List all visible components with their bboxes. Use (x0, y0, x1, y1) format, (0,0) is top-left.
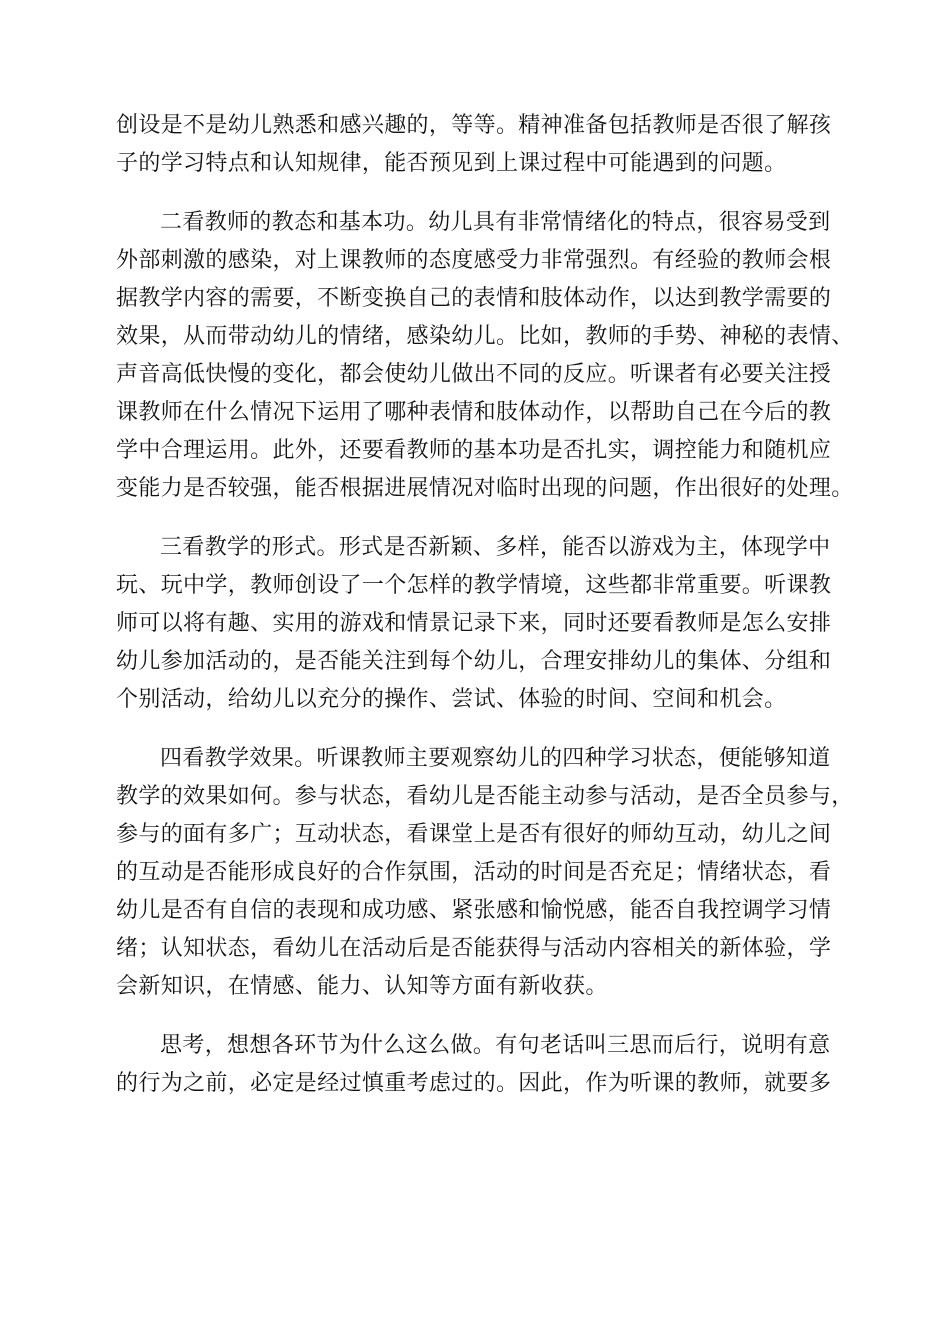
text-line: 幼儿是否有自信的表现和成功感、紧张感和愉悦感，能否自我控调学习情 (116, 898, 832, 923)
document-body (116, 107, 854, 1124)
text-line: 个别活动，给幼儿以充分的操作、尝试、体验的时间、空间和机会。 (116, 687, 787, 712)
paragraph-reflection (116, 1027, 842, 1103)
text-line: 据教学内容的需要，不断变换自己的表情和肢体动作，以达到教学需要的 (116, 286, 832, 311)
text-line: 三看教学的形式。形式是否新颖、多样，能否以游戏为主，体现学中 (160, 535, 831, 560)
text-line: 会新知识，在情感、能力、认知等方面有新收获。 (116, 974, 608, 999)
text-line: 学中合理运用。此外，还要看教师的基本功是否扎实，调控能力和随机应 (116, 438, 832, 463)
text-line: 的行为之前，必定是经过慎重考虑过的。因此，作为听课的教师，就要多 (116, 1071, 832, 1096)
paragraph-teacher-manner (116, 204, 854, 508)
text-line: 玩、玩中学，教师创设了一个怎样的教学情境，这些都非常重要。听课教 (116, 573, 832, 598)
text-line: 四看教学效果。听课教师主要观察幼儿的四种学习状态，便能够知道 (160, 746, 831, 771)
text-line: 子的学习特点和认知规律，能否预见到上课过程中可能遇到的问题。 (116, 151, 787, 176)
text-line: 变能力是否较强，能否根据进展情况对临时出现的问题，作出很好的处理。 (116, 476, 854, 501)
text-line: 绪；认知状态，看幼儿在活动后是否能获得与活动内容相关的新体验，学 (116, 936, 832, 961)
paragraph-preparation-continued (116, 107, 842, 183)
text-line: 效果，从而带动幼儿的情绪，感染幼儿。比如，教师的手势、神秘的表情、 (116, 324, 854, 349)
text-line: 创设是不是幼儿熟悉和感兴趣的，等等。精神准备包括教师是否很了解孩 (116, 113, 832, 138)
text-line: 课教师在什么情况下运用了哪种表情和肢体动作，以帮助自己在今后的教 (116, 400, 832, 425)
text-line: 教学的效果如何。参与状态，看幼儿是否能主动参与活动，是否全员参与， (116, 784, 854, 809)
text-line: 的互动是否能形成良好的合作氛围，活动的时间是否充足；情绪状态，看 (116, 860, 832, 885)
text-line: 思考，想想各环节为什么这么做。有句老话叫三思而后行，说明有意 (160, 1033, 831, 1058)
paragraph-teaching-form (116, 529, 842, 719)
text-line: 幼儿参加活动的，是否能关注到每个幼儿，合理安排幼儿的集体、分组和 (116, 649, 832, 674)
text-line: 外部刺激的感染，对上课教师的态度感受力非常强烈。有经验的教师会根 (116, 248, 832, 273)
text-line: 参与的面有多广；互动状态，看课堂上是否有很好的师幼互动，幼儿之间 (116, 822, 832, 847)
paragraph-teaching-effect (116, 740, 854, 1006)
text-line: 二看教师的教态和基本功。幼儿具有非常情绪化的特点，很容易受到 (160, 210, 831, 235)
text-line: 声音高低快慢的变化，都会使幼儿做出不同的反应。听课者有必要关注授 (116, 362, 832, 387)
text-line: 师可以将有趣、实用的游戏和情景记录下来，同时还要看教师是怎么安排 (116, 611, 832, 636)
